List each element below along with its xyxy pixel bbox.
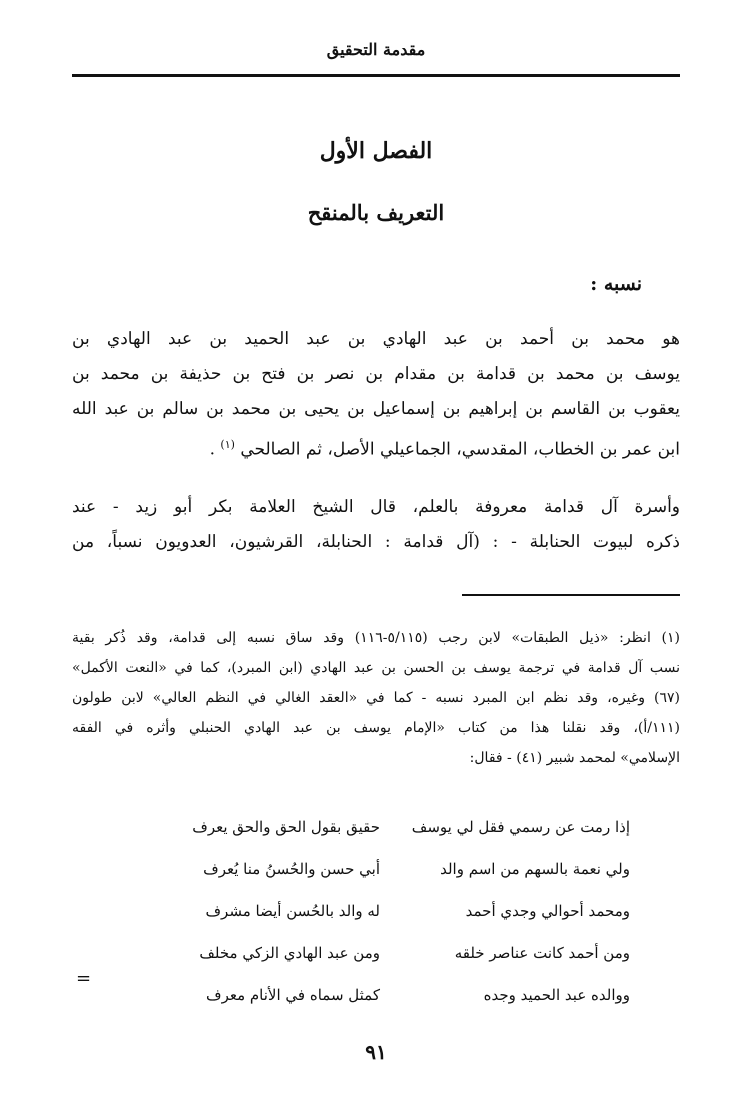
verse-first-hemistich: ولي نعمة بالسهم من اسم والد xyxy=(440,860,630,878)
footnote-reference: (١) xyxy=(220,438,235,451)
footnote-line: (١١١/أ)، وقد نقلنا هذا من كتاب «الإمام يوسف بن عبد الهادي الحنبلي وأثره في الفقه xyxy=(72,720,680,736)
verse-first-hemistich: ووالده عبد الحميد وجده xyxy=(483,986,630,1004)
poem-verse xyxy=(110,932,630,974)
footnote-separator xyxy=(462,594,680,596)
verse-first-hemistich: ومن أحمد كانت عناصر خلقه xyxy=(454,944,630,962)
verse-first-hemistich: إذا رمت عن رسمي فقل لي يوسف xyxy=(411,818,630,836)
verse-second-hemistich: حقيق بقول الحق والحق يعرف xyxy=(192,818,380,836)
text-line: وأسرة آل قدامة معروفة بالعلم، قال الشيخ العلامة بكر أبو زيد - عند xyxy=(72,497,680,517)
verse-second-hemistich: ومن عبد الهادي الزكي مخلف xyxy=(199,944,380,962)
verse-first-hemistich: ومحمد أحوالي وجدي أحمد xyxy=(465,902,630,920)
continuation-mark: = xyxy=(76,968,92,989)
footnote-line: (١) انظر: «ذيل الطبقات» لابن رجب (٥/١١٥-١١٦) وقد ساق نسبه إلى قدامة، وقد ذُكر بقية xyxy=(72,630,680,646)
header-rule xyxy=(72,74,680,77)
footnote-line: نسب آل قدامة في ترجمة يوسف بن الحسن بن عبد الهادي (ابن المبرد)، كما في «النعت الأكمل» xyxy=(72,660,680,676)
footnote-line: الإسلامي» لمحمد شبير (٤١) - فقال: xyxy=(469,750,680,766)
footnote-line: (٦٧) وغيره، وقد نظم ابن المبرد نسبه - كما في «العقد الغالي في النظم العالي» لابن طولون xyxy=(72,690,680,706)
text-line: يوسف بن محمد بن قدامة بن مقدام بن نصر بن فتح بن حذيفة بن محمد بن xyxy=(72,364,680,384)
poem-verse xyxy=(110,848,630,890)
footnote xyxy=(72,623,680,773)
paragraph-lineage xyxy=(72,322,680,468)
text-line: هو محمد بن أحمد بن عبد الهادي بن عبد الحميد بن عبد الهادي بن xyxy=(72,329,680,349)
verse-second-hemistich: له والد بالحُسن أيضا مشرف xyxy=(205,902,380,920)
verse-second-hemistich: كمثل سماه في الأنام معرف xyxy=(206,986,380,1004)
poem xyxy=(110,806,630,1016)
chapter-subtitle: التعريف بالمنقح xyxy=(307,200,445,225)
text-line: ذكره لبيوت الحنابلة - : (آل قدامة : الحنابلة، القرشيون، العدويون نسباً، من xyxy=(72,532,680,552)
paragraph-family xyxy=(72,490,680,560)
running-header: مقدمة التحقيق xyxy=(326,40,426,59)
page-number: ٩١ xyxy=(365,1040,387,1064)
text-line: ابن عمر بن الخطاب، المقدسي، الجماعيلي الأصل، ثم الصالحي xyxy=(240,439,680,460)
text-line-last xyxy=(72,427,680,468)
section-heading: نسبه : xyxy=(590,273,642,295)
verse-second-hemistich: أبي حسن والحُسنُ منا يُعرف xyxy=(203,860,380,878)
text-line: يعقوب بن القاسم بن إبراهيم بن إسماعيل بن يحيى بن محمد بن سالم بن عبد الله xyxy=(72,399,680,419)
end-punctuation: . xyxy=(209,439,215,460)
chapter-title: الفصل الأول xyxy=(319,138,433,164)
poem-verse xyxy=(110,890,630,932)
poem-verse xyxy=(110,974,630,1016)
poem-verse xyxy=(110,806,630,848)
